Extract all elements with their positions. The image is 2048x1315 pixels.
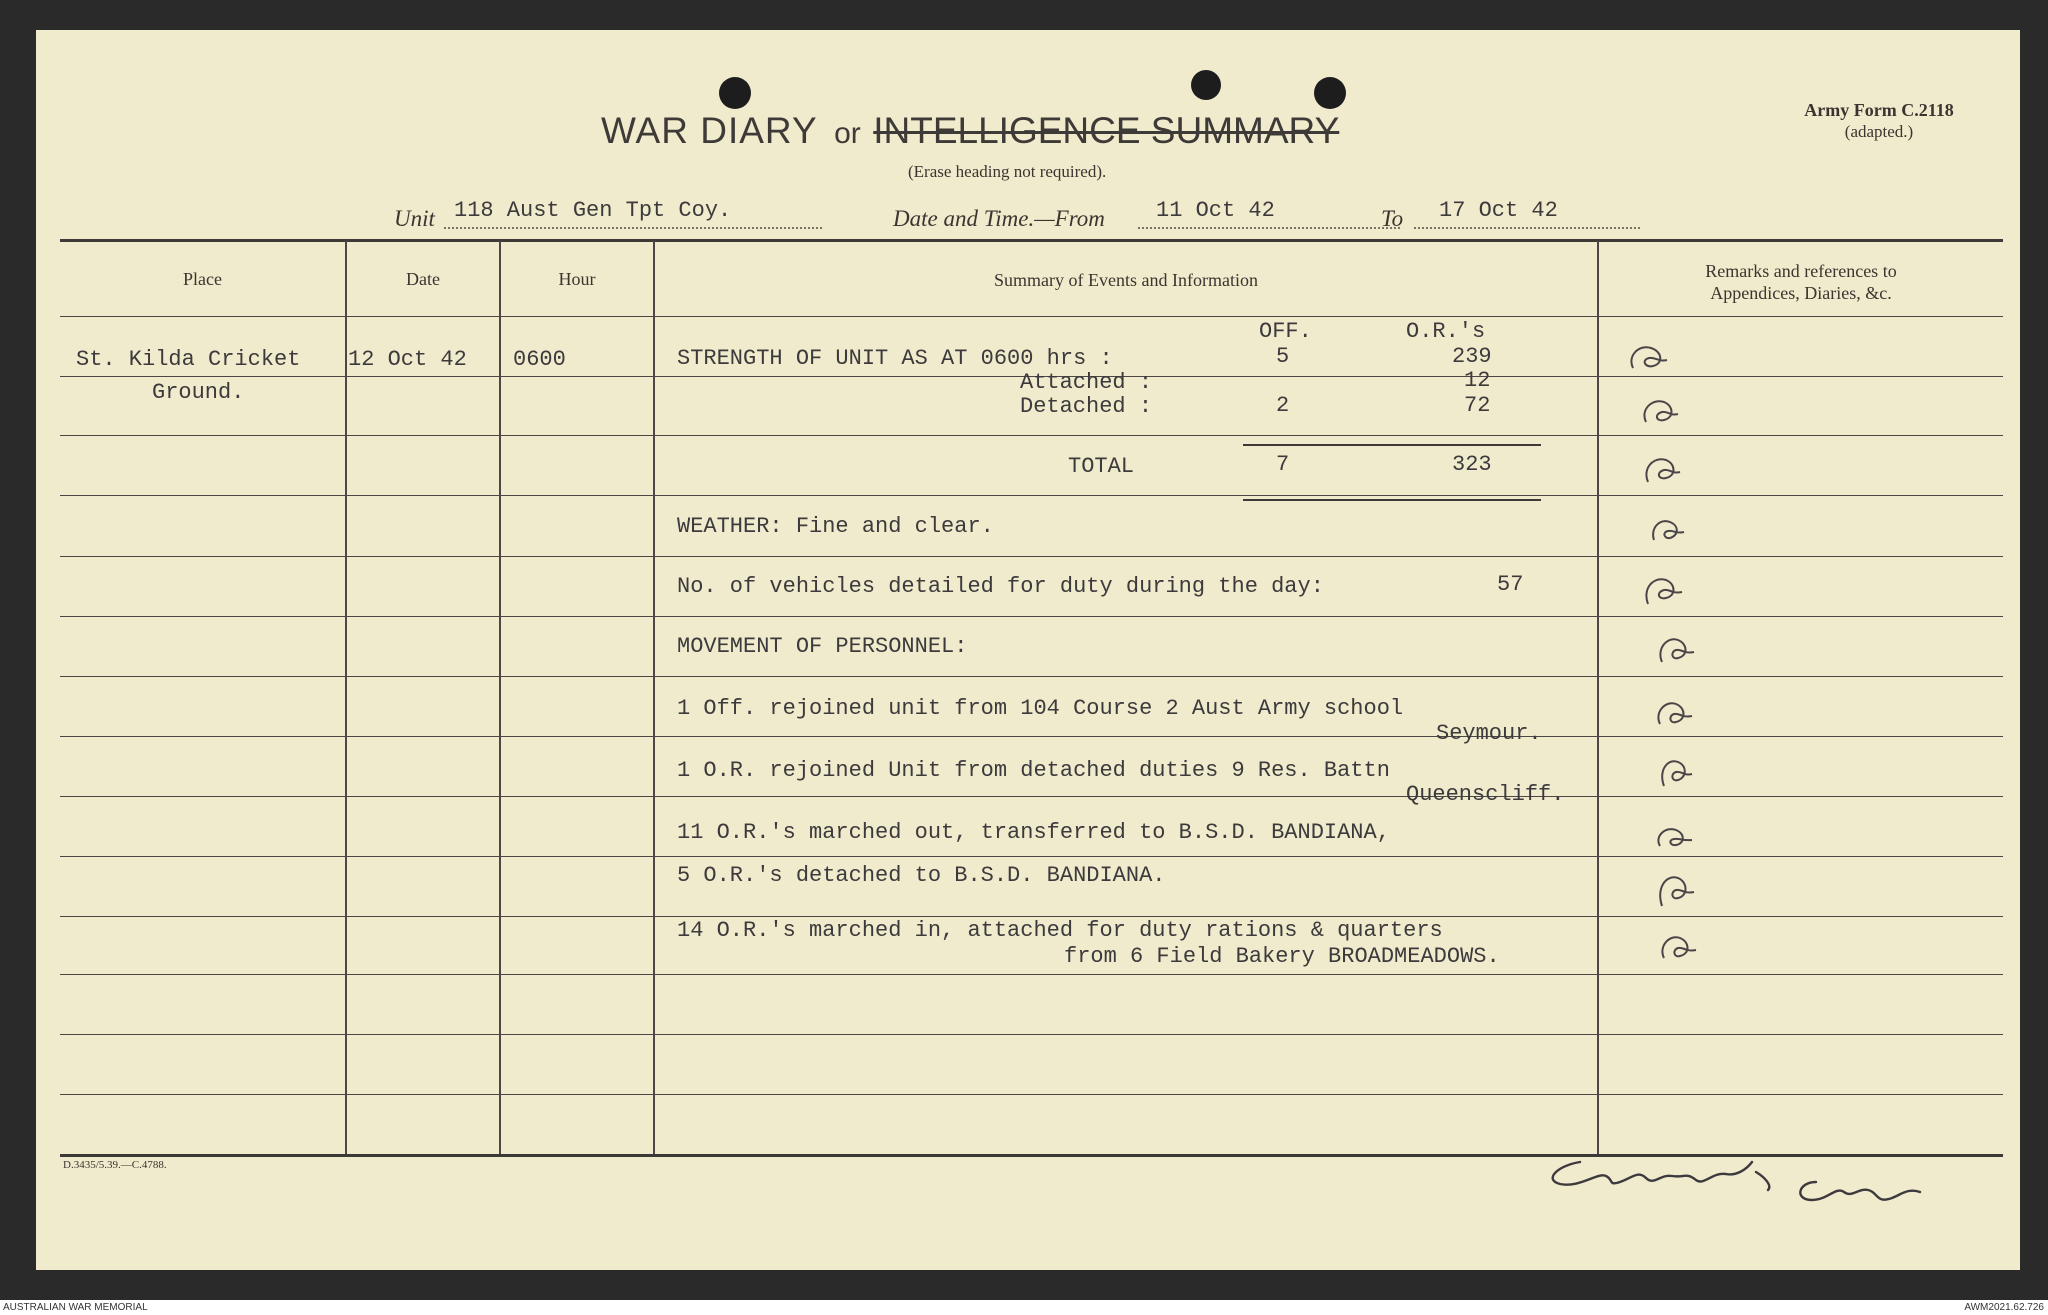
to-line — [1414, 227, 1640, 229]
total-rule-top — [1243, 444, 1541, 446]
movement-heading: MOVEMENT OF PERSONNEL: — [677, 634, 968, 659]
strength-row-off: 2 — [1276, 393, 1290, 418]
punch-hole — [1191, 70, 1221, 100]
column-divider — [653, 241, 655, 1154]
row-rule — [60, 856, 2003, 857]
archive-credit: AUSTRALIAN WAR MEMORIAL — [3, 1302, 148, 1313]
tick-mark-icon — [1650, 694, 1698, 734]
entry-place-line1: St. Kilda Cricket — [76, 347, 301, 372]
date-time-label: Date and Time.—From — [893, 206, 1105, 231]
header-rule — [60, 316, 2003, 317]
tick-mark-icon — [1654, 752, 1698, 796]
vehicles-value: 57 — [1497, 572, 1524, 597]
entry-date: 12 Oct 42 — [348, 347, 467, 372]
strength-col-off: OFF. — [1259, 319, 1312, 344]
header-remarks-2: Appendices, Diaries, &c. — [1710, 283, 1892, 303]
tick-mark-icon — [1650, 820, 1698, 856]
archive-reference: AWM2021.62.726 — [1964, 1302, 2044, 1313]
header-place: Place — [183, 269, 222, 289]
from-line — [1138, 227, 1400, 229]
punch-hole — [1314, 77, 1346, 109]
army-form-number: Army Form C.2118 — [1804, 100, 1954, 120]
archive-footer-strip — [0, 1300, 2048, 1315]
movement-item: 11 O.R.'s marched out, transferred to B.S.D. BANDIANA, — [677, 820, 1390, 845]
entry-place-line2: Ground. — [152, 380, 245, 405]
total-or: 323 — [1452, 452, 1492, 477]
to-value: 17 Oct 42 — [1439, 198, 1558, 223]
from-value: 11 Oct 42 — [1156, 198, 1275, 223]
tick-mark-icon — [1636, 392, 1686, 432]
strength-row-label: Detached : — [1020, 394, 1153, 419]
header-hour: Hour — [558, 269, 596, 289]
erase-note: (Erase heading not required). — [908, 162, 1107, 181]
column-divider — [1597, 241, 1599, 1154]
signature — [1536, 1142, 1936, 1212]
movement-item: 5 O.R.'s detached to B.S.D. BANDIANA. — [677, 863, 1166, 888]
strength-row-label: STRENGTH OF UNIT AS AT 0600 hrs : — [677, 346, 1113, 371]
row-rule — [60, 676, 2003, 677]
punch-hole — [719, 77, 751, 109]
vehicles-label: No. of vehicles detailed for duty during the day: — [677, 574, 1324, 599]
movement-item-cont: Seymour. — [1436, 721, 1542, 746]
strength-col-or: O.R.'s — [1406, 319, 1486, 344]
row-rule — [60, 796, 2003, 797]
total-label: TOTAL — [1068, 454, 1135, 479]
row-rule — [60, 435, 2003, 436]
unit-line — [444, 227, 822, 229]
strength-row-label: Attached : — [1020, 370, 1153, 395]
strength-row-or: 12 — [1464, 368, 1491, 393]
header-date: Date — [406, 269, 440, 289]
war-diary-form — [36, 30, 2020, 1270]
form-title — [601, 110, 1339, 152]
column-divider — [499, 241, 501, 1154]
army-form-adapted: (adapted.) — [1844, 122, 1914, 141]
unit-value: 118 Aust Gen Tpt Coy. — [454, 198, 732, 223]
header-summary: Summary of Events and Information — [994, 270, 1258, 290]
strength-row-off: 5 — [1276, 344, 1290, 369]
strength-row-or: 72 — [1464, 393, 1491, 418]
movement-item: 14 O.R.'s marched in, attached for duty rations & quarters — [677, 918, 1443, 943]
title-war-diary: WAR DIARY — [601, 110, 818, 151]
total-off: 7 — [1276, 452, 1290, 477]
movement-item-cont: Queenscliff. — [1406, 782, 1565, 807]
row-rule — [60, 1034, 2003, 1035]
tick-mark-icon — [1652, 630, 1700, 672]
row-rule — [60, 974, 2003, 975]
row-rule — [60, 495, 2003, 496]
header-remarks-1: Remarks and references to — [1705, 261, 1897, 281]
tick-mark-icon — [1654, 928, 1702, 968]
tick-mark-icon — [1638, 570, 1690, 614]
title-struck-intelligence-summary: INTELLIGENCE SUMMARY — [873, 110, 1340, 151]
weather-line: WEATHER: Fine and clear. — [677, 514, 994, 539]
column-divider — [345, 241, 347, 1154]
total-rule-bottom — [1243, 499, 1541, 501]
to-label: To — [1381, 206, 1404, 231]
unit-label: Unit — [394, 206, 435, 231]
row-rule — [60, 736, 2003, 737]
tick-mark-icon — [1638, 450, 1688, 492]
movement-item: 1 Off. rejoined unit from 104 Course 2 Aust Army school — [677, 696, 1404, 721]
row-rule — [60, 556, 2003, 557]
strength-row-or: 239 — [1452, 344, 1492, 369]
tick-mark-icon — [1623, 338, 1679, 378]
movement-item: 1 O.R. rejoined Unit from detached duties 9 Res. Battn — [677, 758, 1390, 783]
table-top-rule — [60, 239, 2003, 242]
entry-hour: 0600 — [513, 347, 566, 372]
tick-mark-icon — [1652, 868, 1700, 916]
row-rule — [60, 1094, 2003, 1095]
printer-mark: D.3435/5.39.—C.4788. — [63, 1159, 167, 1171]
row-rule — [60, 916, 2003, 917]
movement-item-cont: from 6 Field Bakery BROADMEADOWS. — [1064, 944, 1500, 969]
tick-mark-icon — [1646, 512, 1690, 550]
title-or: or — [834, 117, 861, 150]
row-rule — [60, 616, 2003, 617]
